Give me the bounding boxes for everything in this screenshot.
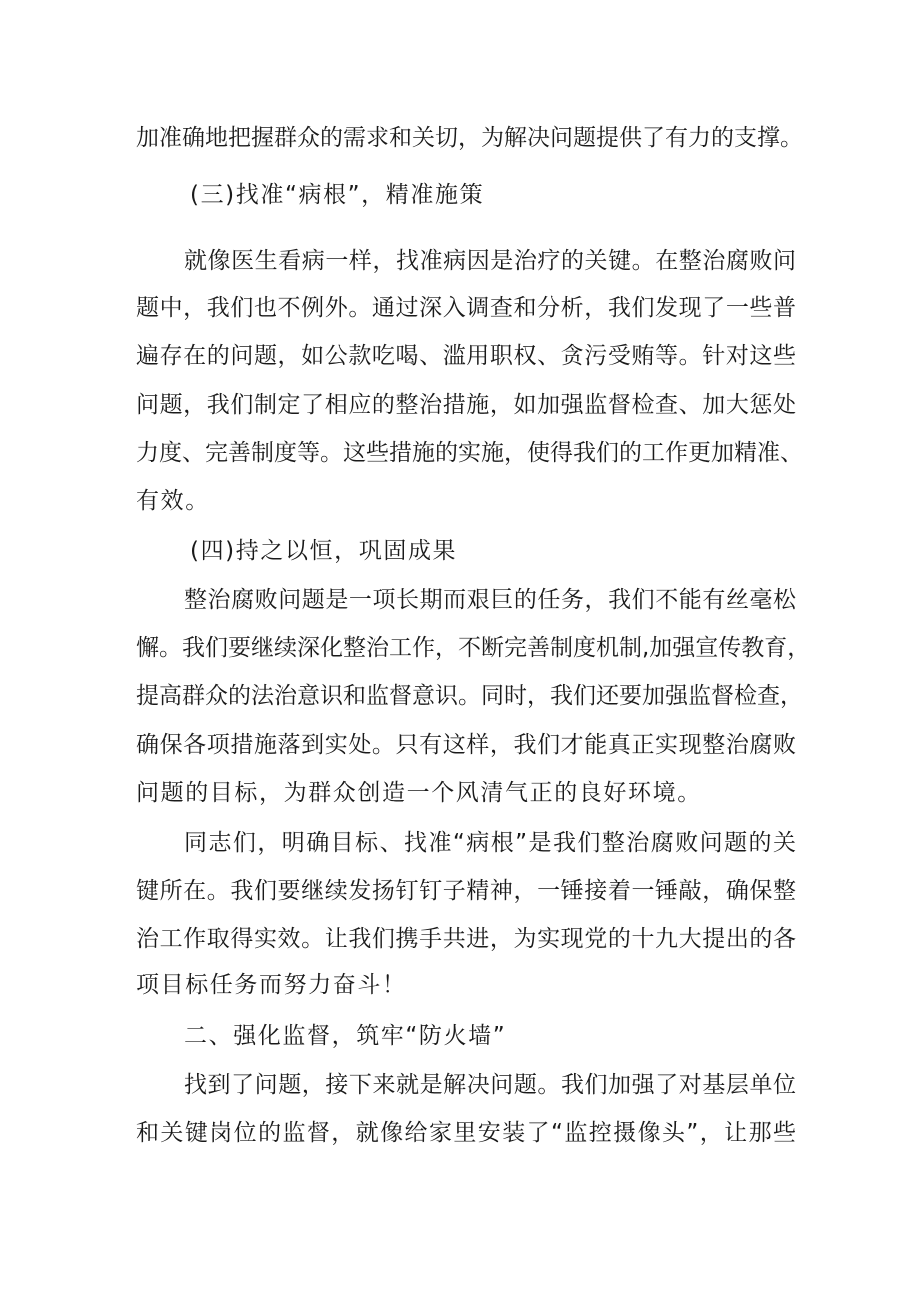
- text-line: 整治腐败问题是一项长期而艰巨的任务，我们不能有丝毫松: [184, 587, 796, 613]
- text-line: 力度、完善制度等。这些措施的实施，使得我们的工作更加精准、: [136, 440, 803, 466]
- section-heading: 二、强化监督，筑牢“防火墙”: [184, 1023, 507, 1049]
- text-line: 遍存在的问题，如公款吃喝、滥用职权、贪污受贿等。针对这些: [136, 343, 796, 369]
- text-line: 懈。我们要继续深化整治工作，不断完善制度机制,加强宣传教育，: [136, 635, 811, 661]
- text-line: 问题的目标，为群众创造一个风清气正的良好环境。: [136, 780, 702, 806]
- text-line: 项目标任务而努力奋斗！: [136, 972, 407, 998]
- text-line: 同志们，明确目标、找准“病根”是我们整治腐败问题的关: [184, 830, 796, 856]
- text-line: 确保各项措施落到实处。只有这样，我们才能真正实现整治腐败: [136, 732, 796, 758]
- section-heading: (四)持之以恒，巩固成果: [190, 538, 458, 564]
- text-line: 治工作取得实效。让我们携手共进，为实现党的十九大提出的各: [136, 926, 796, 952]
- section-heading: (三)找准“病根”，精准施策: [190, 182, 485, 208]
- text-line: 键所在。我们要继续发扬钉钉子精神，一锤接着一锤敲，确保整: [136, 878, 796, 904]
- text-line: 找到了问题，接下来就是解决问题。我们加强了对基层单位: [184, 1072, 796, 1098]
- text-line: 题中，我们也不例外。通过深入调查和分析，我们发现了一些普: [136, 295, 796, 321]
- text-line: 问题，我们制定了相应的整治措施，如加强监督检查、加大惩处: [136, 392, 796, 418]
- text-line: 有效。: [136, 488, 210, 514]
- text-line: 提高群众的法治意识和监督意识。同时，我们还要加强监督检查，: [136, 683, 803, 709]
- text-line: 和关键岗位的监督，就像给家里安装了“监控摄像头”，让那些: [136, 1120, 796, 1146]
- text-line: 加准确地把握群众的需求和关切，为解决问题提供了有力的支撑。: [136, 125, 803, 151]
- text-line: 就像医生看病一样，找准病因是治疗的关键。在整治腐败问: [184, 248, 796, 274]
